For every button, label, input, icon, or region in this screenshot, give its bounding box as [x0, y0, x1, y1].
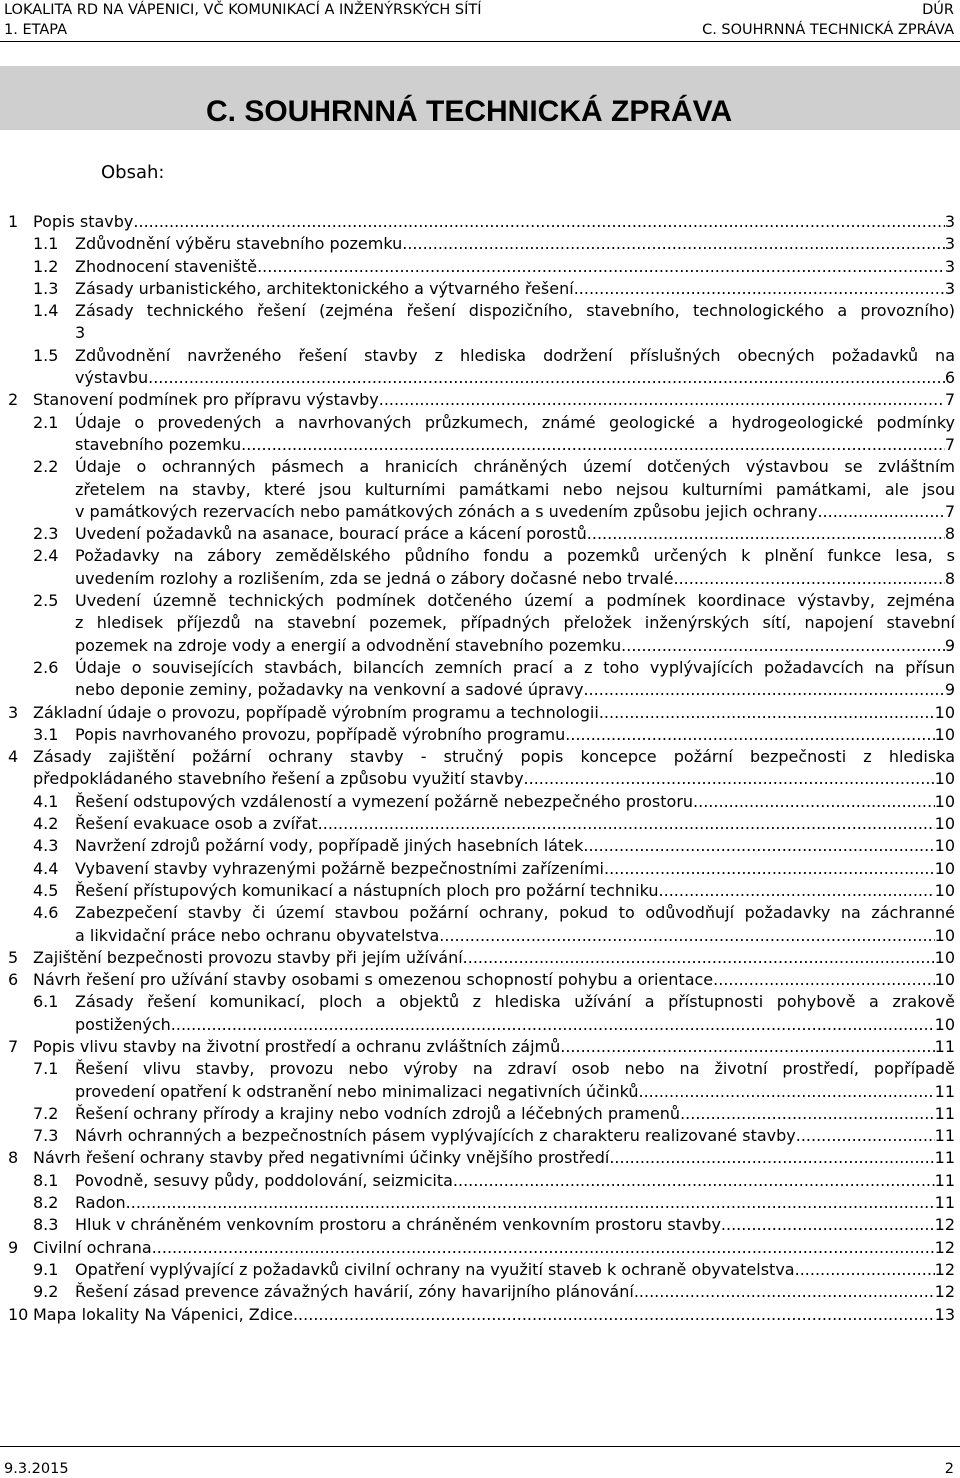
- toc-entry[interactable]: [0, 969, 955, 991]
- toc-entry-page: 7: [944, 501, 955, 521]
- dot-leader: [693, 791, 935, 813]
- toc-entry-page: 10: [934, 970, 955, 990]
- toc-entry-leader-row: [75, 880, 955, 902]
- dot-leader: [674, 568, 945, 590]
- toc-entry-number: 1.5: [33, 345, 59, 365]
- toc-entry-number: 2.1: [33, 412, 59, 432]
- toc-entry-page: 9: [944, 635, 955, 655]
- toc-entry[interactable]: [0, 835, 955, 857]
- dot-leader: [524, 768, 935, 790]
- toc-entry-page: 11: [934, 1148, 955, 1168]
- toc-entry-text: Řešení přístupových komunikací a nástupních ploch pro požární techniku: [75, 880, 659, 900]
- toc-entry-leader-row: [75, 322, 955, 344]
- toc-entry-text: Mapa lokality Na Vápenici, Zdice: [33, 1304, 293, 1324]
- toc-entry-leader-row: [75, 1192, 955, 1214]
- dot-leader: [634, 1281, 935, 1303]
- toc-entry-text: nebo deponie zeminy, požadavky na venkovní a sadové úpravy: [75, 680, 584, 700]
- toc-entry-number: 1: [8, 212, 19, 231]
- toc-entry-number: 1.3: [33, 278, 59, 298]
- toc-entry[interactable]: [0, 345, 955, 390]
- toc-entry-number: 8.1: [33, 1170, 59, 1190]
- toc-entry-leader-row: [33, 947, 955, 969]
- toc-entry-leader-row: [75, 1214, 955, 1236]
- toc-entry-number: 7.2: [33, 1103, 59, 1123]
- toc-entry-page: 6: [944, 368, 955, 388]
- toc-entry-text: z hledisek příjezdů na stavební pozemek, případných přeložek inženýrských sítí, napojení stavební: [75, 613, 955, 633]
- toc-entry-leader-row: [75, 813, 955, 835]
- toc-entry-text: Údaje o ochranných pásmech a hranicích chráněných území dotčených výstavbou se zvláštním: [75, 457, 955, 477]
- toc-entry[interactable]: [0, 657, 955, 702]
- toc-entry-number: 4.4: [33, 858, 59, 878]
- toc-entry-leader-row: [33, 1237, 955, 1259]
- toc-entry[interactable]: [0, 702, 955, 724]
- toc-entry-text: Návrh řešení pro užívání stavby osobami s omezenou schopností pohybu a orientace: [33, 970, 714, 990]
- dot-leader: [604, 858, 935, 880]
- toc-entry-page: 10: [934, 836, 955, 856]
- toc-entry-text: Uvedení územně technických podmínek dotčeného území a podmínek koordinace výstavby, zejména: [75, 591, 955, 611]
- toc-entry-text: Řešení vlivu stavby, provozu nebo výroby na zdraví osob nebo na životní prostředí, popřípadě: [75, 1059, 955, 1079]
- toc-entry-text: Údaje o provedených a navrhovaných průzkumech, známé geologické a hydrogeologické podmínky: [75, 412, 955, 432]
- toc-entry-page: 10: [934, 702, 955, 722]
- dot-leader: [453, 1170, 935, 1192]
- toc-entry-number: 7.3: [33, 1126, 59, 1146]
- toc-entry-leader-row: [75, 501, 955, 523]
- toc-entry-text: Zásady urbanistického, architektonického a výtvarného řešení: [75, 278, 574, 298]
- dot-leader: [463, 947, 935, 969]
- toc-entry[interactable]: [0, 1192, 955, 1214]
- toc-entry-page: 12: [934, 1237, 955, 1257]
- toc-entry-leader-row: [75, 791, 955, 813]
- toc-entry-page: 3: [944, 278, 955, 298]
- toc-entry-number: 5: [8, 947, 19, 967]
- toc-entry-text: Základní údaje o provozu, popřípadě výrobním programu a technologii: [33, 702, 599, 722]
- toc-entry-leader-row: [75, 724, 955, 746]
- toc-entry-number: 2.5: [33, 591, 59, 611]
- toc-entry-leader-row: [75, 1170, 955, 1192]
- toc-entry-leader-row: [75, 256, 955, 278]
- toc-entry[interactable]: [0, 300, 955, 345]
- toc-entry-number: 4.5: [33, 880, 59, 900]
- dot-leader: [639, 1081, 935, 1103]
- toc-entry-leader-row: [33, 211, 955, 233]
- toc-entry-page: 8: [944, 524, 955, 544]
- toc-entry-leader-row: [33, 702, 955, 724]
- toc-entry-text: Zásady zajištění požární ochrany stavby - stručný popis koncepce požární bezpečnosti z hlediska: [33, 747, 955, 767]
- toc-entry-text: stavebního pozemku: [75, 434, 242, 454]
- toc-entry[interactable]: [0, 880, 955, 902]
- toc-entry-page: 7: [944, 390, 955, 410]
- toc-entry[interactable]: [0, 991, 955, 1036]
- page-title: C. SOUHRNNÁ TECHNICKÁ ZPRÁVA: [206, 95, 733, 128]
- toc-entry-page: 10: [934, 880, 955, 900]
- dot-leader: [148, 367, 945, 389]
- dot-leader: [587, 523, 945, 545]
- header-doc-type: DÚR: [922, 2, 954, 18]
- toc-entry-leader-row: [75, 679, 955, 701]
- toc-entry[interactable]: [0, 456, 955, 523]
- toc-entry[interactable]: [0, 813, 955, 835]
- toc-entry-page: 10: [934, 947, 955, 967]
- toc-entry-leader-row: [75, 1259, 955, 1281]
- toc-entry-text: Požadavky na zábory zemědělského půdního fondu a pozemků určených k plnění funkce lesa, s: [75, 546, 955, 566]
- toc-entry-number: 2: [8, 390, 19, 410]
- toc-entry-leader-row: [33, 1036, 955, 1058]
- toc-entry[interactable]: [0, 256, 955, 278]
- toc-entry[interactable]: [0, 858, 955, 880]
- toc-entry-leader-row: [75, 367, 955, 389]
- toc-entry-text: Údaje o souvisejících stavbách, bilancích zemních prací a z toho vyplývajících požadavcích na přísun: [75, 657, 955, 677]
- dot-leader: [565, 724, 934, 746]
- toc-entry-number: 9.2: [33, 1282, 59, 1302]
- toc-entry[interactable]: [0, 1281, 955, 1303]
- toc-entry-text: Hluk v chráněném venkovním prostoru a chráněném venkovním prostoru stavby: [75, 1215, 721, 1235]
- toc-entry[interactable]: [0, 1147, 955, 1169]
- toc-entry-text: Řešení odstupových vzdáleností a vymezení požárně nebezpečného prostoru: [75, 791, 694, 811]
- dot-leader: [133, 211, 944, 233]
- toc-entry-page: 13: [934, 1304, 955, 1324]
- toc-entry-text: Zhodnocení staveniště: [75, 256, 258, 276]
- toc-entry-text: Zabezpečení stavby či území stavbou požární ochrany, pokud to odůvodňují požadavky na záchranné: [75, 903, 955, 923]
- toc-entry-text: Zásady řešení komunikací, ploch a objektů z hlediska užívání a přístupnosti pohybově a zrakově: [75, 992, 955, 1012]
- toc-entry-text: a likvidační práce nebo ochranu obyvatelstva: [75, 925, 440, 945]
- toc-entry-text: Návrh řešení ochrany stavby před negativními účinky vnějšího prostředí: [33, 1148, 610, 1168]
- toc-entry-leader-row: [75, 858, 955, 880]
- dot-leader: [609, 1147, 934, 1169]
- toc-entry-number: 10: [8, 1304, 29, 1324]
- dot-leader: [721, 1214, 935, 1236]
- toc-entry-text: Stanovení podmínek pro přípravu výstavby: [33, 390, 379, 410]
- toc-entry[interactable]: [0, 389, 955, 411]
- toc-entry[interactable]: [0, 746, 955, 791]
- toc-entry-number: 1.1: [33, 234, 59, 254]
- toc-entry-number: 2.6: [33, 657, 59, 677]
- table-of-contents: [0, 211, 955, 1326]
- toc-entry-number: 4.6: [33, 903, 59, 923]
- toc-entry-number: 4.2: [33, 814, 59, 834]
- toc-entry[interactable]: [0, 412, 955, 457]
- toc-entry-page: 3: [944, 256, 955, 276]
- toc-entry-number: 3.1: [33, 724, 59, 744]
- footer-page-number: 2: [944, 1461, 954, 1477]
- dot-leader: [574, 278, 945, 300]
- toc-entry-text: Civilní ochrana: [33, 1237, 152, 1257]
- toc-entry-leader-row: [75, 1281, 955, 1303]
- toc-entry-leader-row: [75, 635, 955, 657]
- toc-entry-number: 7: [8, 1036, 19, 1056]
- toc-entry[interactable]: [0, 1259, 955, 1281]
- toc-entry-page: 11: [934, 1126, 955, 1146]
- toc-entry-text: zřetelem na stavby, které jsou kulturními památkami nebo nejsou kulturními památkami, ale jsou: [75, 479, 955, 499]
- toc-entry-text: postižených: [75, 1014, 171, 1034]
- toc-entry-page: 11: [934, 1170, 955, 1190]
- toc-entry-leader-row: [75, 523, 955, 545]
- toc-entry[interactable]: [0, 1103, 955, 1125]
- toc-entry-page: 11: [934, 1081, 955, 1101]
- toc-entry-text: Vybavení stavby vyhrazenými požárně bezpečnostními zařízeními: [75, 858, 604, 878]
- toc-entry-text: předpokládaného stavebního řešení a způsobu využití stavby: [33, 769, 524, 789]
- toc-entry-leader-row: [75, 925, 955, 947]
- dot-leader: [152, 1237, 935, 1259]
- dot-leader: [293, 1304, 935, 1326]
- toc-entry[interactable]: [0, 1058, 955, 1103]
- toc-entry-number: 1.4: [33, 301, 59, 321]
- dot-leader: [171, 1014, 935, 1036]
- toc-entry[interactable]: [0, 1170, 955, 1192]
- toc-entry[interactable]: [0, 211, 955, 233]
- dot-leader: [621, 635, 945, 657]
- dot-leader: [318, 813, 935, 835]
- toc-entry-leader-row: [75, 1125, 955, 1147]
- toc-entry[interactable]: [0, 545, 955, 590]
- toc-entry-page: 10: [934, 1014, 955, 1034]
- toc-entry[interactable]: [0, 1125, 955, 1147]
- toc-entry[interactable]: [0, 1237, 955, 1259]
- toc-entry-text: pozemek na zdroje vody a energií a odvodnění stavebního pozemku: [75, 635, 622, 655]
- toc-entry-number: 2.2: [33, 457, 59, 477]
- toc-entry-number: 3: [8, 702, 19, 722]
- toc-entry-text: Řešení zásad prevence závažných havárií, zóny havarijního plánování: [75, 1282, 634, 1302]
- toc-entry-text: Navržení zdrojů požární vody, popřípadě jiných hasebních látek: [75, 836, 584, 856]
- toc-entry-number: 9: [8, 1237, 19, 1257]
- dot-leader: [680, 1103, 935, 1125]
- toc-entry[interactable]: [0, 233, 955, 255]
- toc-entry-text: Zdůvodnění výběru stavebního pozemku: [75, 234, 403, 254]
- toc-entry[interactable]: [0, 278, 955, 300]
- toc-entry-page: 3: [75, 323, 86, 343]
- contents-label: Obsah:: [101, 162, 165, 183]
- toc-entry-number: 8.2: [33, 1193, 59, 1213]
- header-stage: 1. ETAPA: [4, 22, 67, 38]
- dot-leader: [402, 233, 945, 255]
- toc-entry[interactable]: [0, 902, 955, 947]
- toc-entry-page: 10: [934, 769, 955, 789]
- toc-entry-leader-row: [75, 835, 955, 857]
- toc-entry-text: Zdůvodnění navrženého řešení stavby z hlediska dodržení příslušných obecných požadavků na: [75, 345, 955, 365]
- toc-entry-leader-row: [33, 389, 955, 411]
- dot-leader: [796, 1125, 935, 1147]
- footer-date: 9.3.2015: [4, 1461, 69, 1477]
- dot-leader: [126, 1192, 935, 1214]
- toc-entry-page: 12: [934, 1282, 955, 1302]
- dot-leader: [659, 880, 935, 902]
- toc-entry-page: 10: [934, 724, 955, 744]
- toc-entry-text: Popis vlivu stavby na životní prostředí a ochranu zvláštních zájmů: [33, 1036, 561, 1056]
- toc-entry-leader-row: [33, 1304, 955, 1326]
- toc-entry-page: 7: [944, 434, 955, 454]
- toc-entry-page: 10: [934, 814, 955, 834]
- toc-entry-number: 8.3: [33, 1215, 59, 1235]
- toc-entry-number: 2.4: [33, 546, 59, 566]
- toc-entry-page: 10: [934, 858, 955, 878]
- toc-entry[interactable]: [0, 791, 955, 813]
- toc-entry-page: 10: [934, 791, 955, 811]
- toc-entry[interactable]: [0, 1036, 955, 1058]
- dot-leader: [599, 702, 935, 724]
- dot-leader: [817, 501, 944, 523]
- toc-entry-text: Radon: [75, 1193, 126, 1213]
- toc-entry-page: 3: [944, 212, 955, 231]
- toc-entry-page: 8: [944, 568, 955, 588]
- toc-entry-text: Popis navrhovaného provozu, popřípadě výrobního programu: [75, 724, 566, 744]
- toc-entry-number: 1.2: [33, 256, 59, 276]
- toc-entry-number: 6.1: [33, 992, 59, 1012]
- toc-entry-text: Popis stavby: [33, 212, 134, 231]
- toc-entry-text: Řešení evakuace osob a zvířat: [75, 814, 318, 834]
- toc-entry-leader-row: [75, 1014, 955, 1036]
- toc-entry-page: 12: [934, 1259, 955, 1279]
- toc-entry-leader-row: [33, 1147, 955, 1169]
- dot-leader: [439, 925, 934, 947]
- toc-entry[interactable]: [0, 590, 955, 657]
- toc-entry-number: 2.3: [33, 524, 59, 544]
- toc-entry-text: Povodně, sesuvy půdy, poddolování, seizmicita: [75, 1170, 453, 1190]
- toc-entry-leader-row: [75, 568, 955, 590]
- toc-entry-text: Opatření vyplývající z požadavků civilní ochrany na využití staveb k ochraně obyvatelstva: [75, 1259, 795, 1279]
- toc-entry[interactable]: [0, 724, 955, 746]
- dot-leader: [583, 835, 934, 857]
- toc-entry-text: Řešení ochrany přírody a krajiny nebo vodních zdrojů a léčebných pramenů: [75, 1103, 681, 1123]
- toc-entry[interactable]: [0, 523, 955, 545]
- header-section-title: C. SOUHRNNÁ TECHNICKÁ ZPRÁVA: [702, 22, 954, 38]
- toc-entry-page: 10: [934, 925, 955, 945]
- toc-entry-text: uvedením rozlohy a rozlišením, zda se jedná o zábory dočasné nebo trvalé: [75, 568, 674, 588]
- dot-leader: [713, 969, 935, 991]
- dot-leader: [379, 389, 945, 411]
- toc-entry-leader-row: [33, 768, 955, 790]
- header-divider: [0, 41, 960, 42]
- toc-entry-page: 3: [944, 234, 955, 254]
- dot-leader: [583, 679, 944, 701]
- toc-entry-leader-row: [33, 969, 955, 991]
- footer-divider: [0, 1446, 960, 1447]
- toc-entry-number: 9.1: [33, 1259, 59, 1279]
- toc-entry-number: 8: [8, 1148, 19, 1168]
- toc-entry-number: 4.3: [33, 836, 59, 856]
- toc-entry-leader-row: [75, 233, 955, 255]
- toc-entry-page: 12: [934, 1215, 955, 1235]
- toc-entry[interactable]: [0, 947, 955, 969]
- toc-entry-number: 6: [8, 970, 19, 990]
- dot-leader: [241, 434, 945, 456]
- toc-entry-number: 4.1: [33, 791, 59, 811]
- toc-entry-page: 11: [934, 1103, 955, 1123]
- toc-entry-number: 4: [8, 747, 19, 767]
- toc-entry-leader-row: [75, 1103, 955, 1125]
- toc-entry-text: výstavbu: [75, 368, 149, 388]
- toc-entry-leader-row: [75, 1081, 955, 1103]
- toc-entry-page: 11: [934, 1036, 955, 1056]
- toc-entry[interactable]: [0, 1304, 955, 1326]
- toc-entry-text: Uvedení požadavků na asanace, bourací práce a kácení porostů: [75, 524, 587, 544]
- toc-entry-text: v památkových rezervacích nebo památkových zónách a s uvedením způsobu jejich ochrany: [75, 501, 818, 521]
- toc-entry-leader-row: [75, 434, 955, 456]
- toc-entry-number: 7.1: [33, 1059, 59, 1079]
- dot-leader: [257, 256, 945, 278]
- toc-entry[interactable]: [0, 1214, 955, 1236]
- dot-leader: [795, 1259, 935, 1281]
- toc-entry-page: 11: [934, 1193, 955, 1213]
- dot-leader: [560, 1036, 934, 1058]
- toc-entry-text: Návrh ochranných a bezpečnostních pásem vyplývajících z charakteru realizované stavby: [75, 1126, 796, 1146]
- header-project-title: LOKALITA RD NA VÁPENICI, VČ KOMUNIKACÍ A INŽENÝRSKÝCH SÍTÍ: [4, 2, 482, 18]
- toc-entry-text: Zajištění bezpečnosti provozu stavby při jejím užívání: [33, 947, 463, 967]
- toc-entry-text: provedení opatření k odstranění nebo minimalizaci negativních účinků: [75, 1081, 639, 1101]
- toc-entry-text: Zásady technického řešení (zejména řešení dispozičního, stavebního, technologického a provozního): [75, 301, 955, 321]
- toc-entry-page: 9: [944, 680, 955, 700]
- toc-entry-leader-row: [75, 278, 955, 300]
